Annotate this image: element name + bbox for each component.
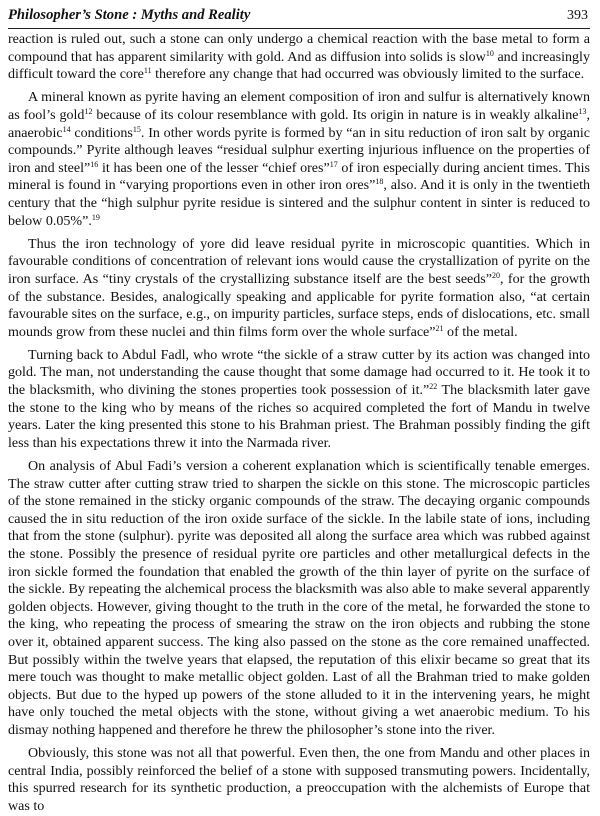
paragraph-text: reaction is ruled out, such a stone can only undergo a chemical reaction with the base metal to form a compound that has apparent similarity with gold. And as diffusion into solids is slow <box>8 31 590 65</box>
paragraph <box>8 745 590 815</box>
paragraph-text: . In other words pyrite is formed by “an in situ reduction of iron salt by organic compounds.” Pyrite although leaves “residual sulphur exerting injurious influence on the properties of iron and steel” <box>8 124 590 176</box>
footnote-marker: 13 <box>578 106 587 116</box>
paragraph-text: therefore any change that had occurred was obviously limited to the surface. <box>151 66 585 83</box>
paragraph-text: The blacksmith later gave the stone to the king who by means of the riches so acquired completed the fort of Mandu in twelve years. Later the king presented this stone to his Brahman priest. The Brahman possibly finding the gift less than his expectations threw it into the Narmada river. <box>8 382 590 451</box>
body-text <box>8 31 590 816</box>
footnote-marker: 22 <box>429 382 438 392</box>
footnote-marker: 10 <box>485 48 494 58</box>
footnote-marker: 17 <box>329 159 338 169</box>
running-title: Philosopher’s Stone : Myths and Reality <box>8 7 251 23</box>
paragraph-text: Thus the iron technology of yore did leave residual pyrite in microscopic quantities. Which in favourable conditions of concentration of relevant ions would cause the crystallization of pyrite on the iron surface. As “tiny crystals of the crystallizing substance itself are the best seeds” <box>8 235 590 287</box>
paragraph-text: it has been one of the lesser “chief ores” <box>98 159 330 176</box>
paragraph-text: Obviously, this stone was not all that powerful. Even then, the one from Mandu and other places in central India, possibly reinforced the belief of a stone with supposed transmuting powers. Incidentally, this spurred research for its synthetic production, a preoccupation with the alchemists of Europe that was to <box>8 745 590 814</box>
paragraph-text: of the metal. <box>443 323 518 340</box>
paragraph-text: Turning back to Abdul Fadl, who wrote “the sickle of a straw cutter by its action was changed into gold. The man, not understanding the cause thought that some damage had occurred to it. He took it to the blacksmith, who divining the stones properties took possession of it.” <box>8 346 590 399</box>
footnote-marker: 15 <box>132 124 141 134</box>
paragraph-text: , anaerobic <box>8 106 591 141</box>
paragraph <box>8 458 590 740</box>
paragraph-text: A mineral known as pyrite having an element composition of iron and sulfur is alternatively known as fool’s gold <box>8 89 590 123</box>
footnote-marker: 12 <box>84 106 93 116</box>
footnote-marker: 16 <box>90 159 99 169</box>
paragraph-text: because of its colour resemblance with gold. Its origin in nature is in weakly alkaline <box>92 106 579 123</box>
footnote-marker: 21 <box>435 323 444 333</box>
footnote-marker: 18 <box>375 177 384 187</box>
footnote-marker: 11 <box>143 66 152 76</box>
paragraph <box>8 347 590 453</box>
footnote-marker: 14 <box>62 124 71 134</box>
paragraph <box>8 89 590 230</box>
paragraph-text: , for the growth of the substance. Besides, analogically speaking and applicable for pyrite formation also, “at certain favourable sites on the surface, e.g., on impurity particles, surface steps, ends of dislocations, etc. small mounds grow from these nuclei and thin films form over the whole surface” <box>8 270 590 340</box>
paragraph-text: of iron especially during ancient times. This mineral is found in “varying proportions even in other iron ores” <box>8 159 590 194</box>
page-number: 393 <box>567 8 588 23</box>
paragraph <box>8 31 590 84</box>
paragraph <box>8 236 590 342</box>
footnote-marker: 20 <box>492 270 501 280</box>
running-header <box>8 6 590 29</box>
paragraph-text: On analysis of Abul Fadi’s version a coherent explanation which is scientifically tenable emerges. The straw cutter after cutting straw tried to sharpen the sickle on this stone. The microscopic particles of the stone remained in the sticky organic compounds of the straw. The decaying organic compounds caused the in situ reduction of the iron oxide surface of the sickle. In the labile state of ions, including that from the stone (sulphur). pyrite was deposited all along the surface area which was rubbed against the stone. Possibly the presence of residual pyrite ore particles and other metallurgical defects in the iron sickle formed the foundation that enabled the growth of the thin layer of pyrite on the surface of the sickle. By repeating the alchemical process the blacksmith was also able to make several apparently golden objects. However, giving thought to the truth in the core of the metal, he forwarded the stone to the king, who repeating the process of smearing the straw on the iron objects and rubbing the stone over it, obtained apparent success. The king also passed on the stone as the core remained unaffected. But possibly within the twelve years that elapsed, the reputation of this elixir became so great that its mere touch was thought to make metallic object golden. Last of all the Brahman tried to make golden objects. But due to the hyped up powers of the stone alluded to it in the intervening years, he might have only touched the metal objects with the stone, without giving a wet anaerobic medium. To his dismay nothing happened and therefore he threw the philosopher’s stone into the river. <box>8 458 590 738</box>
paragraph-text: , also. And it is only in the twentieth century that the “high sulphur pyrite residue is sintered and the sulphur content in sinter is reduced to below 0.05%”. <box>8 177 590 229</box>
paragraph-text: and increasingly difficult toward the core <box>8 48 590 83</box>
footnote-marker: 19 <box>91 212 100 222</box>
paragraph-text: conditions <box>70 124 133 141</box>
